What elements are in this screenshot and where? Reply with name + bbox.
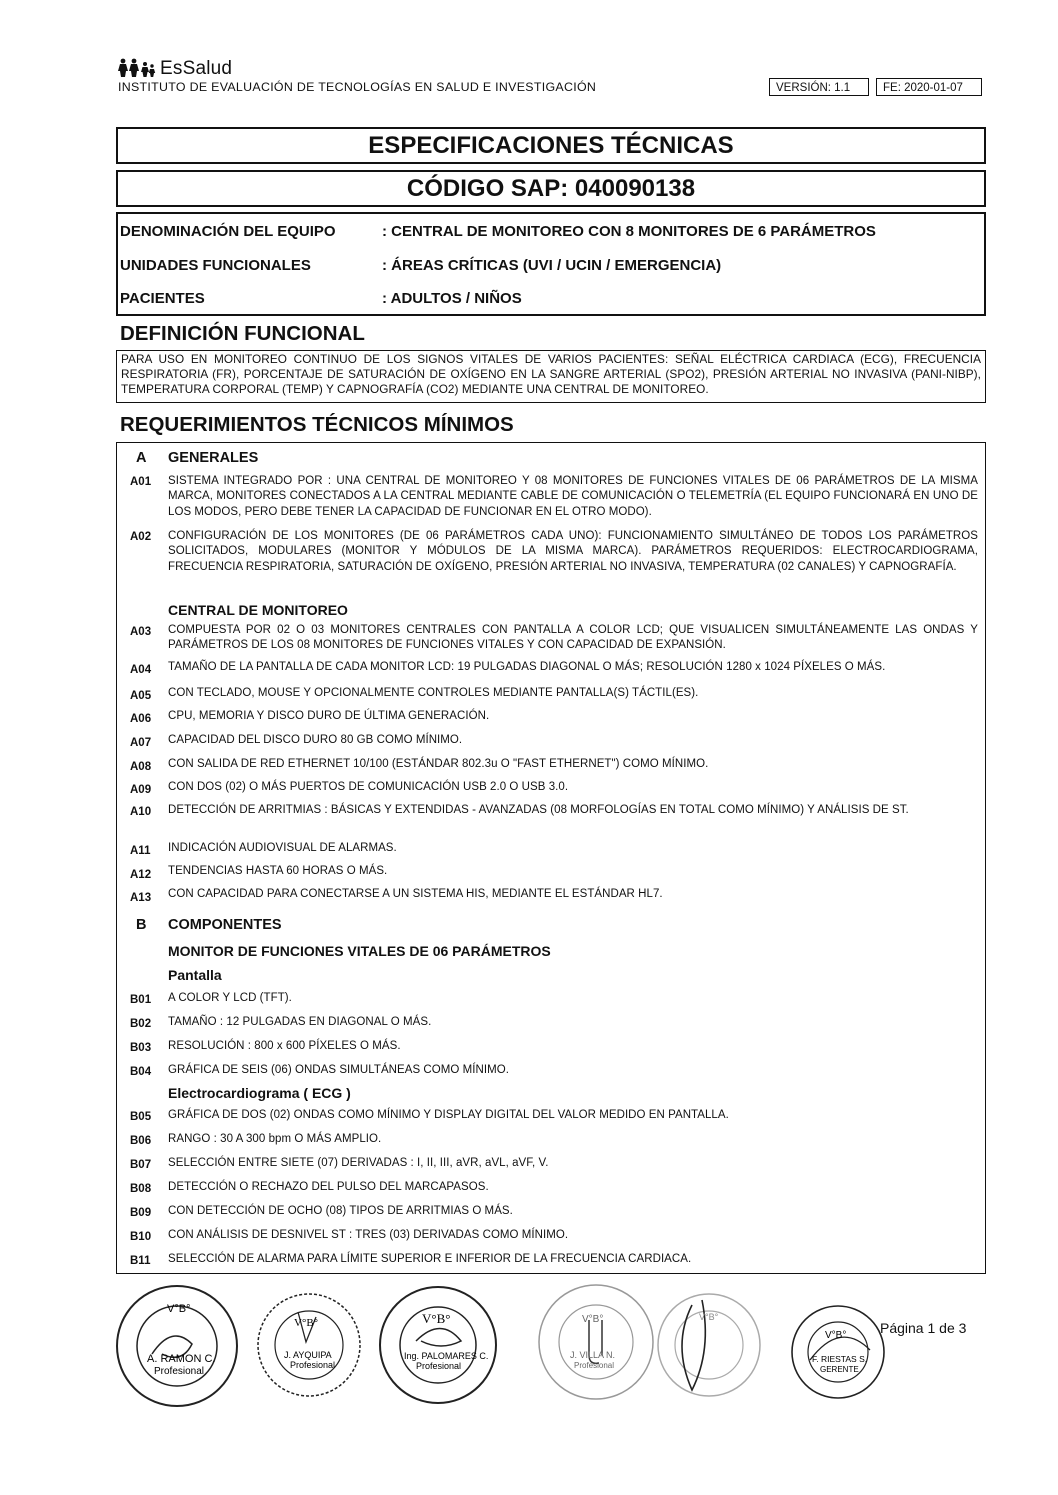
item-text: TAMAÑO DE LA PANTALLA DE CADA MONITOR LCD: 19 PULGADAS DIAGONAL O MÁS; RESOLUCIÓN 1280 x 1024 PÍXELES O MÁS. <box>168 661 886 673</box>
stamp-3 <box>376 1283 500 1407</box>
sap-code-title: CÓDIGO SAP: 040090138 <box>116 170 986 207</box>
definicion-heading: DEFINICIÓN FUNCIONAL <box>120 322 365 345</box>
item-text: INDICACIÓN AUDIOVISUAL DE ALARMAS. <box>168 842 397 854</box>
stamp-2-name: J. AYQUIPA <box>284 1350 332 1360</box>
stamp-6-role: GERENTE <box>820 1365 859 1374</box>
essalud-logo <box>118 58 232 78</box>
item-code: B10 <box>130 1231 152 1243</box>
item-text: TENDENCIAS HASTA 60 HORAS O MÁS. <box>168 865 388 877</box>
item-text: SELECCIÓN DE ALARMA PARA LÍMITE SUPERIOR E INFERIOR DE LA FRECUENCIA CARDIACA. <box>168 1253 692 1265</box>
item-code: A03 <box>130 626 152 638</box>
item-text: CON CAPACIDAD PARA CONECTARSE A UN SISTEMA HIS, MEDIANTE EL ESTÁNDAR HL7. <box>168 888 663 900</box>
stamp-6-name: F. RIESTAS S. <box>812 1354 868 1364</box>
item-code: A12 <box>130 869 152 881</box>
item-code: B03 <box>130 1042 152 1054</box>
item-code: B09 <box>130 1207 152 1219</box>
subgroup-ecg: Electrocardiograma ( ECG ) <box>168 1085 351 1101</box>
document-title: ESPECIFICACIONES TÉCNICAS <box>116 127 986 164</box>
definicion-text: PARA USO EN MONITOREO CONTINUO DE LOS SIGNOS VITALES DE VARIOS PACIENTES: SEÑAL ELÉCTRICA CARDIACA (ECG), FRECUENCIA RESPIRATORIA (FR), PORCENTAJE DE SATURACIÓN DE OXÍGENO EN LA SANGRE ARTERIAL (SPO2), PRESIÓN ARTERIAL NO INVASIVA (PANI-NIBP), TEMPERATURA CORPORAL (TEMP) Y CAPNOGRAFÍA (CO2) MEDIANTE UNA CENTRAL DE MONITOREO. <box>116 350 986 403</box>
item-text: A COLOR Y LCD (TFT). <box>168 992 292 1004</box>
item-text: CON DOS (02) O MÁS PUERTOS DE COMUNICACIÓN USB 2.0 O USB 3.0. <box>168 781 569 793</box>
family-icon <box>118 58 156 78</box>
institute-name: INSTITUTO DE EVALUACIÓN DE TECNOLOGÍAS EN SALUD E INVESTIGACIÓN <box>118 80 597 94</box>
item-text: CON SALIDA DE RED ETHERNET 10/100 (ESTÁNDAR 802.3u O "FAST ETHERNET") COMO MÍNIMO. <box>168 758 709 770</box>
stamp-2-vobo: V°B° <box>294 1317 319 1329</box>
item-code: B06 <box>130 1135 152 1147</box>
item-code: B08 <box>130 1183 152 1195</box>
item-code: A07 <box>130 737 152 749</box>
group-letter-b: B <box>136 917 147 933</box>
item-code: B04 <box>130 1066 152 1078</box>
item-text: CAPACIDAD DEL DISCO DURO 80 GB COMO MÍNIMO. <box>168 734 463 746</box>
field-value-denominacion: : CENTRAL DE MONITOREO CON 8 MONITORES DE 6 PARÁMETROS <box>382 223 876 240</box>
stamp-3-name: Ing. PALOMARES C. <box>404 1351 489 1361</box>
item-text: DETECCIÓN DE ARRITMIAS : BÁSICAS Y EXTENDIDAS - AVANZADAS (08 MORFOLOGÍAS EN TOTAL COMO MÍNIMO) Y ANÁLISIS DE ST. <box>168 804 909 816</box>
stamp-1-name: A. RAMON C. <box>147 1353 216 1365</box>
stamp-4 <box>534 1282 658 1402</box>
stamp-1 <box>112 1282 242 1410</box>
item-code: A01 <box>130 476 152 488</box>
group-letter-a: A <box>136 450 147 466</box>
item-code: A09 <box>130 784 152 796</box>
stamp-4-name: J. VILLA N. <box>570 1350 616 1360</box>
item-code: A06 <box>130 713 152 725</box>
version-box: VERSIÓN: 1.1 <box>769 78 869 96</box>
date-box: FE: 2020-01-07 <box>876 78 982 96</box>
item-text: RESOLUCIÓN : 800 x 600 PÍXELES O MÁS. <box>168 1040 401 1052</box>
stamp-3-role: Profesional <box>416 1361 462 1371</box>
logo-text: EsSalud <box>160 58 233 79</box>
item-text: TAMAÑO : 12 PULGADAS EN DIAGONAL O MÁS. <box>168 1016 432 1028</box>
stamp-1-vobo: V°B° <box>167 1303 191 1315</box>
item-text: RANGO : 30 A 300 bpm O MÁS AMPLIO. <box>168 1133 382 1145</box>
field-label-denominacion: DENOMINACIÓN DEL EQUIPO <box>120 223 336 240</box>
stamp-6 <box>790 1300 890 1410</box>
stamp-2-role: Profesional <box>290 1360 336 1370</box>
subgroup-pantalla: Pantalla <box>168 967 222 983</box>
stamp-5 <box>654 1290 764 1400</box>
item-text: CON DETECCIÓN DE OCHO (08) TIPOS DE ARRITMIAS O MÁS. <box>168 1205 513 1217</box>
field-label-pacientes: PACIENTES <box>120 290 205 307</box>
item-code: B07 <box>130 1159 152 1171</box>
item-code: B11 <box>130 1255 151 1267</box>
item-text: CONFIGURACIÓN DE LOS MONITORES (DE 06 PARÁMETROS CADA UNO): FUNCIONAMIENTO SIMULTÁNEO DE TODOS LOS PARÁMETROS SOLICITADOS, MODULARES (MONITOR Y MÓDULOS DE LA MISMA MARCA). PARÁMETROS REQUERIDOS: ELECTROCARDIOGRAMA, FRECUENCIA RESPIRATORIA, SATURACIÓN DE OXÍGENO, PRESIÓN ARTERIAL NO INVASIVA, TEMPERATURA (02 CANALES) Y CAPNOGRAFÍA. <box>168 530 978 573</box>
item-code: B05 <box>130 1111 152 1123</box>
item-text: CON TECLADO, MOUSE Y OPCIONALMENTE CONTROLES MEDIANTE PANTALLA(S) TÁCTIL(ES). <box>168 687 699 699</box>
stamp-4-role: Profesional <box>574 1361 615 1370</box>
stamp-3-vobo: V°B° <box>422 1311 451 1326</box>
item-text: CON ANÁLISIS DE DESNIVEL ST : TRES (03) DERIVADAS COMO MÍNIMO. <box>168 1229 569 1241</box>
stamp-4-vobo: V°B° <box>582 1314 604 1325</box>
item-code: A08 <box>130 761 152 773</box>
item-text: DETECCIÓN O RECHAZO DEL PULSO DEL MARCAPASOS. <box>168 1181 489 1193</box>
item-text: GRÁFICA DE DOS (02) ONDAS COMO MÍNIMO Y DISPLAY DIGITAL DEL VALOR MEDIDO EN PANTALLA. <box>168 1109 729 1121</box>
stamp-1-role: Profesional <box>154 1366 205 1377</box>
field-value-unidades: : ÁREAS CRÍTICAS (UVI / UCIN / EMERGENCIA) <box>382 257 722 274</box>
item-text: COMPUESTA POR 02 O 03 MONITORES CENTRALES CON PANTALLA A COLOR LCD; QUE VISUALICEN SIMULTÁNEAMENTE LAS ONDAS Y PARÁMETROS DE LOS 08 MONITORES DE FUNCIONES VITALES Y CON CAPACIDAD DE EXPANSIÓN. <box>168 624 978 652</box>
item-text: CPU, MEMORIA Y DISCO DURO DE ÚLTIMA GENERACIÓN. <box>168 710 490 722</box>
stamp-2 <box>254 1290 364 1400</box>
item-code: A04 <box>130 664 152 676</box>
stamp-5-vobo: V°B° <box>699 1312 719 1322</box>
page-number: Página 1 de 3 <box>880 1320 967 1336</box>
item-code: A10 <box>130 806 152 818</box>
item-text: SISTEMA INTEGRADO POR : UNA CENTRAL DE MONITOREO Y 08 MONITORES DE FUNCIONES VITALES DE 06 PARÁMETROS DE LA MISMA MARCA, MONITORES CONECTADOS A LA CENTRAL MEDIANTE CABLE DE COMUNICACIÓN O TELEMETRÍA (EL EQUIPO FUNCIONARÁ EN UNO DE LOS MODOS, PERO DEBE TENER LA CAPACIDAD DE FUNCIONAR EN EL OTRO MODO). <box>168 475 978 518</box>
group-title-generales: GENERALES <box>168 450 259 466</box>
item-code: A13 <box>130 892 152 904</box>
item-code: B01 <box>130 994 152 1006</box>
item-code: A02 <box>130 531 152 543</box>
item-text: SELECCIÓN ENTRE SIETE (07) DERIVADAS : I, II, III, aVR, aVL, aVF, V. <box>168 1157 549 1169</box>
requerimientos-heading: REQUERIMIENTOS TÉCNICOS MÍNIMOS <box>120 413 514 436</box>
subgroup-monitor: MONITOR DE FUNCIONES VITALES DE 06 PARÁMETROS <box>168 943 551 959</box>
item-code: A05 <box>130 690 152 702</box>
subgroup-central: CENTRAL DE MONITOREO <box>168 602 348 618</box>
group-title-componentes: COMPONENTES <box>168 917 282 933</box>
field-label-unidades: UNIDADES FUNCIONALES <box>120 257 311 274</box>
field-value-pacientes: : ADULTOS / NIÑOS <box>382 290 522 307</box>
item-code: B02 <box>130 1018 152 1030</box>
stamp-6-vobo: V°B° <box>825 1330 847 1341</box>
item-code: A11 <box>130 845 151 857</box>
item-text: GRÁFICA DE SEIS (06) ONDAS SIMULTÁNEAS COMO MÍNIMO. <box>168 1064 509 1076</box>
